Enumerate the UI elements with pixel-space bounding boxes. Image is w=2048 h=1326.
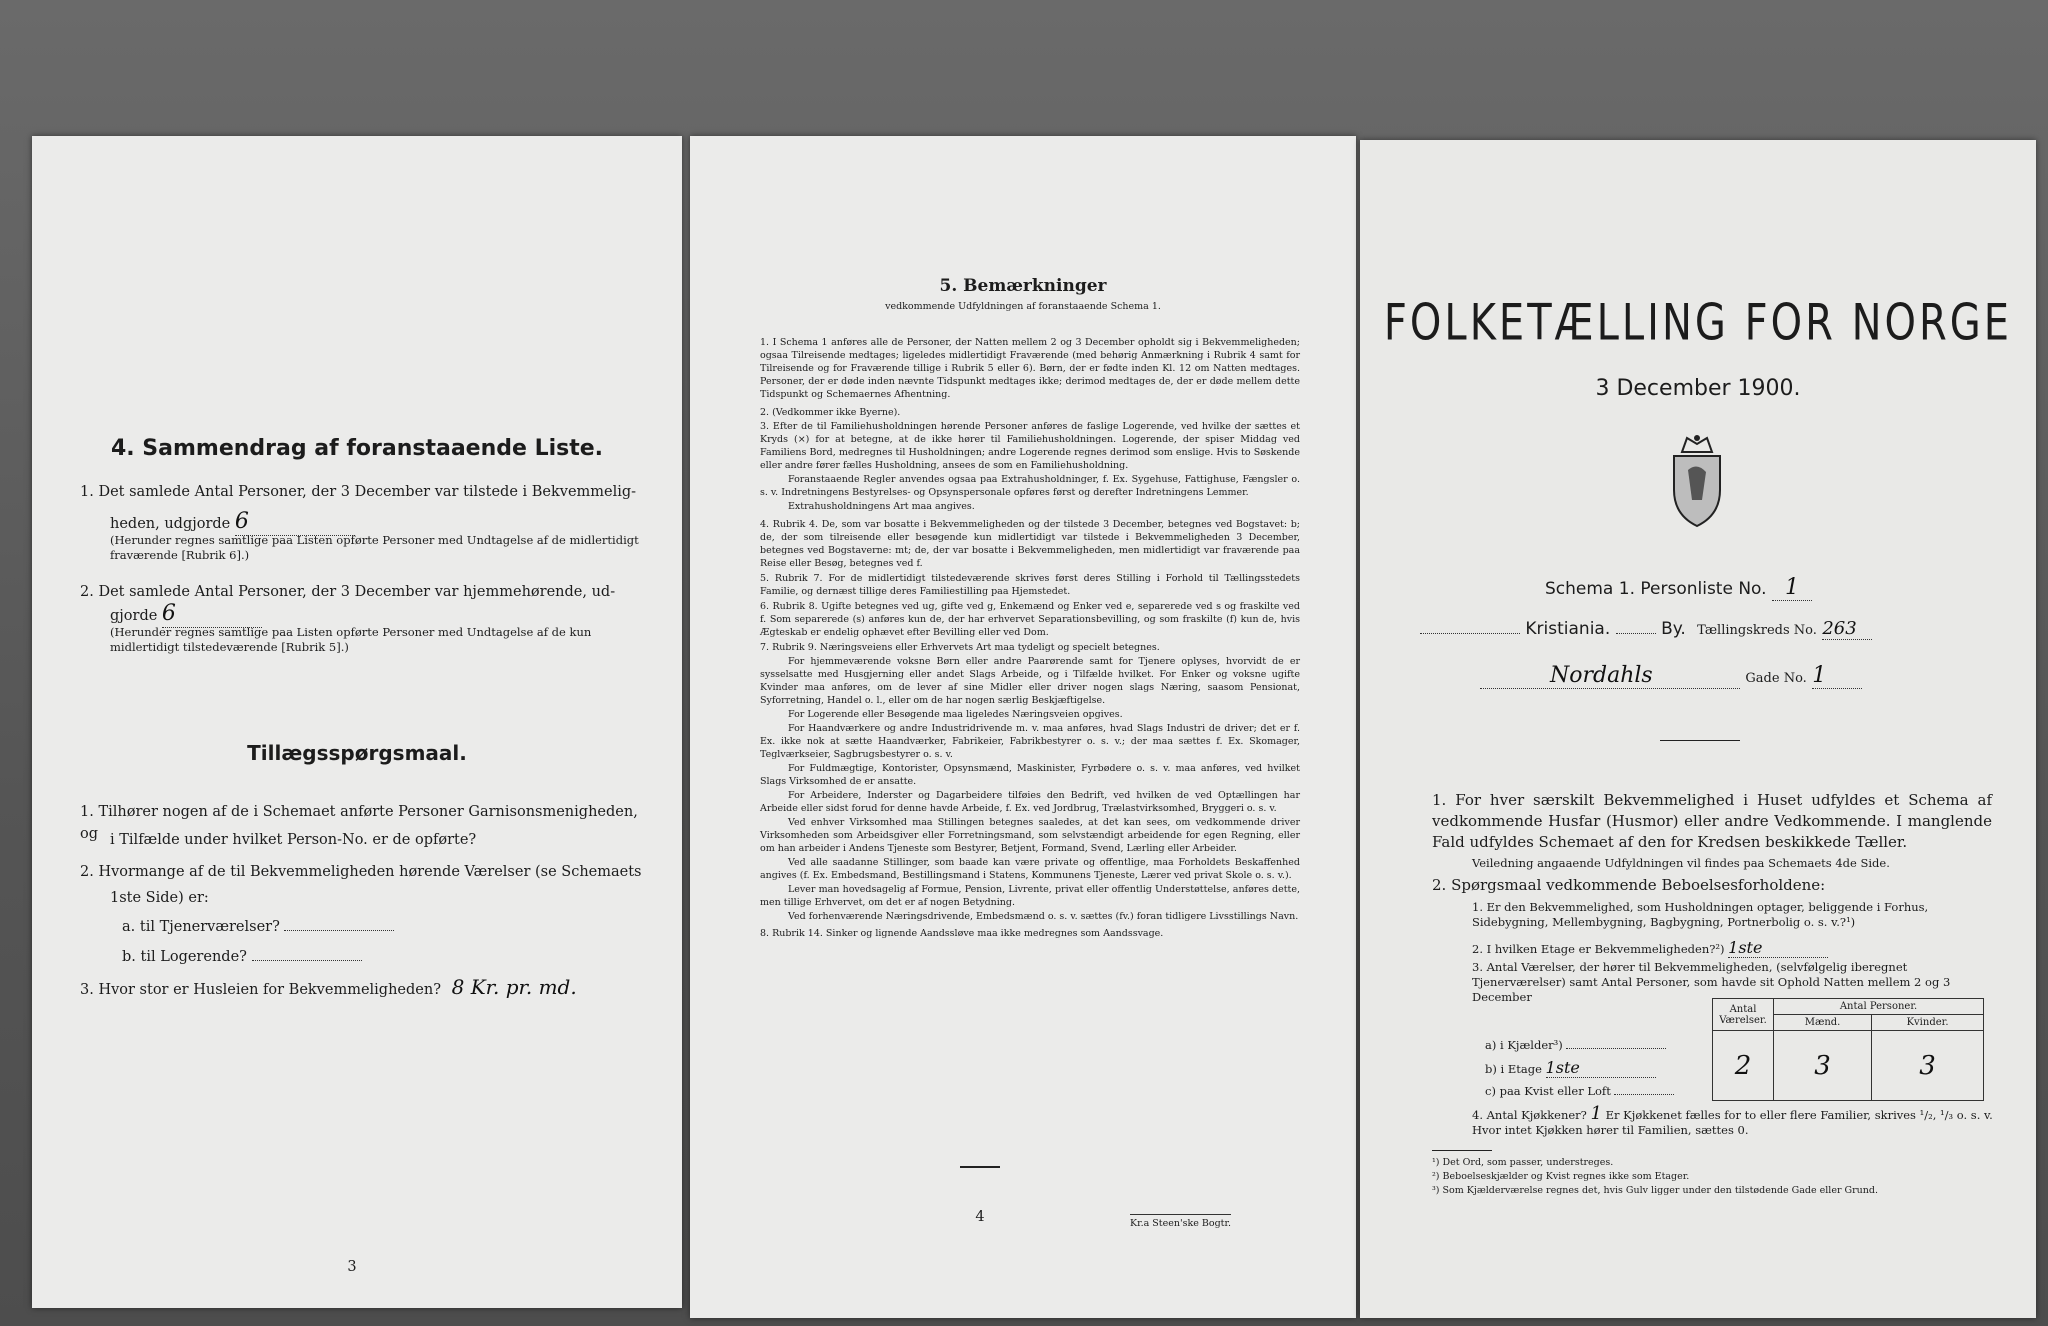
remark-paragraph: 3. Efter de til Familiehusholdningen hørende Personer anføres de faslige Logerende, ved hvilke der sættes et Kryds (×) for at betegne, at de ikke hører til Familiehusholdningen. Logerende, der spiser Middag ved Familiens Bord, medregnes til Husholdningen; andre Logerende regnes derimod som enslige. Hvis to Søskende eller andre fører fælles Husholdning, ansees de som en Familiehusholdning. bbox=[760, 421, 1300, 471]
gade-label: Gade No. bbox=[1745, 671, 1807, 686]
row-a bbox=[1485, 1038, 1666, 1053]
street-name: Nordahls bbox=[1550, 663, 1653, 688]
q3 bbox=[80, 976, 577, 1001]
q1-line1: 1. Tilhører nogen af de i Schemaet anførte Personer Garnisonsmenigheden, og bbox=[80, 804, 638, 842]
right-page bbox=[1360, 140, 2036, 1318]
item1-note: (Herunder regnes samtlige paa Listen opførte Personer med Undtagelse af de midlertidigt fraværende [Rubrik 6].) bbox=[110, 533, 639, 562]
page-number-3: 3 bbox=[347, 1259, 357, 1275]
q2-line2: 1ste Side) er: bbox=[110, 890, 209, 906]
q2-line1: 2. Hvormange af de til Bekvemmeligheden hørende Værelser (se Schemaets bbox=[80, 864, 642, 880]
middle-page bbox=[690, 136, 1356, 1318]
remark-paragraph: 6. Rubrik 8. Ugifte betegnes ved ug, gifte ved g, Enkemænd og Enker ved e, separerede ved s og fraskilte ved f. Som separerede (s) anføres kun de, der har erhvervet Separationsbevilling, og som fraskilte (f) kun de, hvis Ægteskab er endelig ophævet efter Bevilling eller ved Dom. bbox=[760, 601, 1300, 638]
remark-paragraph: 8. Rubrik 14. Sinker og lignende Aandssløve maa ikke medregnes som Aandssvage. bbox=[760, 928, 1164, 939]
q2a-label: a. til Tjenerværelser? bbox=[122, 919, 280, 935]
remark-paragraph: 5. Rubrik 7. For de midlertidigt tilstedeværende skrives først deres Stilling i Forhold til Tællingsstedets Familie, og dernæst tillige deres Familiestilling paa Hjemstedet. bbox=[760, 573, 1300, 597]
remark-paragraph: Ved enhver Virksomhed maa Stillingen betegnes saaledes, at det kan sees, om vedkommende driver Virksomheden som Arbeidsgiver eller Forretningsmand, som selvstændigt arbeidende for egen Regning, eller om han arbeider i Andens Tjeneste som Bestyrer, Betjent, Formand, Svend, Lærling eller Arbeider. bbox=[760, 817, 1300, 854]
row-a-label: a) i Kjælder³) bbox=[1485, 1038, 1563, 1052]
question-1: 1. Er den Bekvemmelighed, som Husholdningen optager, beliggende i Forhus, Sidebygning, Mellembygning, Bagbygning, Portnerbolig o. s. v.?¹) bbox=[1472, 900, 1929, 929]
q3-label: 3. Hvor stor er Husleien for Bekvemmeligheden? bbox=[80, 982, 441, 998]
q2b-field bbox=[252, 960, 362, 961]
row-c bbox=[1485, 1084, 1674, 1099]
remark-paragraph: Ved forhenværende Næringsdrivende, Embedsmænd o. s. v. sættes (fv.) foran tidligere Livsstillings Navn. bbox=[788, 911, 1299, 922]
row-b-field bbox=[1546, 1060, 1656, 1078]
women-value: 3 bbox=[1872, 1031, 1984, 1101]
head-rooms: Antal Værelser. bbox=[1713, 999, 1774, 1031]
remark-paragraph: For Logerende eller Besøgende maa ligeledes Næringsveien opgives. bbox=[788, 709, 1123, 720]
divider-rule bbox=[1660, 740, 1740, 741]
remark-paragraph: For hjemmeværende voksne Børn eller andre Paarørende samt for Tjenere oplyses, hvorvidt de er sysselsatte med Husgjerning eller andet Slags Arbeide, og i Tilfælde hvilket. For Enker og voksne ugifte Kvinder maa anføres, om de lever af sine Midler eller driver nogen slags Næring, saasom Pensionat, Syforretning, Handel o. l., eller om de har nogen særlig Beskjæftigelse. bbox=[760, 656, 1300, 706]
counts-table bbox=[1712, 998, 1984, 1101]
remark-paragraph: Foranstaaende Regler anvendes ogsaa paa Extrahusholdninger, f. Ex. Sygehuse, Fattighuse, Fængsler o. s. v. Indretningens Bestyrelses- og Opsynspersonale opføres først og derefter Indretningens Lemmer. bbox=[760, 474, 1300, 498]
remark-paragraph: 1. I Schema 1 anføres alle de Personer, der Natten mellem 2 og 3 December opholdt sig i Bekvemmeligheden; ogsaa Tilreisende medtages; ligeledes midlertidigt Fraværende (med behørig Anmærkning i Rubrik 4 samt for Tilreisende og for Fraværende tillige i Rubrik 5 eller 6). Børn, der er fødte inden Kl. 12 om Natten medtages. Personer, der er døde inden nævnte Tidspunkt medtages ikke; derimod medtages de, der er døde mellem dette Tidspunkt og Schemaernes Afhentning. bbox=[760, 337, 1300, 400]
etage-value: 1ste bbox=[1728, 938, 1763, 957]
left-page bbox=[32, 136, 682, 1308]
row-c-label: c) paa Kvist eller Loft bbox=[1485, 1084, 1611, 1098]
item2-label: gjorde bbox=[110, 608, 158, 624]
kreds-field bbox=[1822, 618, 1872, 640]
remark-paragraph: For Fuldmægtige, Kontorister, Opsynsmænd, Maskinister, Fyrbødere o. s. v. maa anføres, ved hvilket Slags Virksomhed de er ansatte. bbox=[760, 763, 1300, 787]
head-men: Mænd. bbox=[1774, 1015, 1872, 1031]
kreds-label: Tællingskreds No. bbox=[1697, 623, 1817, 638]
question-2-label: 2. I hvilken Etage er Bekvemmeligheden?²) bbox=[1472, 942, 1725, 956]
instruction-1-note: Veiledning angaaende Udfyldningen vil findes paa Schemaets 4de Side. bbox=[1472, 856, 1890, 870]
schema-line bbox=[1545, 575, 1812, 601]
q2b bbox=[122, 946, 362, 968]
gade-field bbox=[1812, 663, 1862, 689]
row-a-field bbox=[1566, 1048, 1666, 1049]
remark-paragraph: 7. Rubrik 9. Næringsveiens eller Erhvervets Art maa tydeligt og specielt betegnes. bbox=[760, 642, 1160, 653]
item1-line1: 1. Det samlede Antal Personer, der 3 December var tilstede i Bekvemmelig- bbox=[80, 484, 637, 500]
question-4 bbox=[1472, 1103, 1997, 1138]
remark-paragraph: Ved alle saadanne Stillinger, som baade kan være private og offentlige, maa Forholdets Beskaffenhed angives (f. Ex. Embedsmand, Bestillingsmand i Statens, Kommunens Tjeneste, Lærer ved privat Skole o. s. v.). bbox=[760, 857, 1300, 881]
question-3: 3. Antal Værelser, der hører til Bekvemmeligheden, (selvfølgelig iberegnet Tjenerværelser) samt Antal Personer, som havde sit Ophold Natten mellem 2 og 3 December bbox=[1472, 960, 1951, 1004]
q1-line2: i Tilfælde under hvilket Person-No. er de opførte? bbox=[110, 832, 477, 848]
q2a-field bbox=[284, 930, 394, 931]
question-4-label: 4. Antal Kjøkkener? bbox=[1472, 1108, 1587, 1122]
q2a bbox=[122, 916, 394, 938]
city-name: Kristiania. bbox=[1525, 619, 1611, 639]
item2-line1: 2. Det samlede Antal Personer, der 3 December var hjemmehørende, ud- bbox=[80, 584, 616, 600]
men-value: 3 bbox=[1774, 1031, 1872, 1101]
q2b-label: b. til Logerende? bbox=[122, 949, 247, 965]
row-c-field bbox=[1614, 1094, 1674, 1095]
kreds-no: 263 bbox=[1822, 618, 1857, 639]
personliste-field bbox=[1772, 575, 1812, 601]
remark-paragraph: Lever man hovedsagelig af Formue, Pension, Livrente, privat eller offentlig Understøttelse, anføres dette, men tillige Erhvervet, om det er af nogen Betydning. bbox=[760, 884, 1300, 908]
main-title: FOLKETÆLLING FOR NORGE bbox=[1383, 294, 2013, 352]
rooms-value: 2 bbox=[1713, 1031, 1774, 1101]
page-number-4: 4 bbox=[975, 1209, 985, 1225]
q3-value: 8 Kr. pr. md. bbox=[451, 975, 577, 999]
section4-title: 4. Sammendrag af foranstaaende Liste. bbox=[110, 436, 604, 461]
question-2 bbox=[1472, 940, 1997, 958]
schema-label: Schema 1. Personliste No. bbox=[1545, 579, 1767, 599]
row-b bbox=[1485, 1060, 1656, 1078]
location-line bbox=[1420, 618, 2000, 640]
city-field bbox=[1616, 633, 1656, 634]
remark-paragraph: 2. (Vedkommer ikke Byerne). bbox=[760, 407, 901, 418]
section5-title: 5. Bemærkninger bbox=[939, 276, 1107, 296]
etage-field bbox=[1728, 940, 1828, 958]
street-line bbox=[1480, 663, 1980, 689]
footnote-2: ²) Beboelseskjælder og Kvist regnes ikke som Etager. bbox=[1432, 1171, 1690, 1182]
footnote-1: ¹) Det Ord, som passer, understreges. bbox=[1432, 1157, 1614, 1168]
remarks-list bbox=[760, 336, 1300, 940]
instruction-2: 2. Spørgsmaal vedkommende Beboelsesforholdene: bbox=[1432, 876, 1826, 894]
row-b-value: 1ste bbox=[1545, 1058, 1580, 1077]
head-persons: Antal Personer. bbox=[1774, 999, 1984, 1015]
question-4-note: Er Kjøkkenet fælles for to eller flere Familier, skrives ¹/₂, ¹/₃ o. s. v. Hvor intet Kjøkken hører til Familien, sættes 0. bbox=[1472, 1108, 1993, 1137]
street-field bbox=[1480, 663, 1740, 689]
by-label: By. bbox=[1661, 619, 1686, 639]
item1-label: heden, udgjorde bbox=[110, 516, 231, 532]
kitchen-value: 1 bbox=[1590, 1103, 1602, 1124]
divider-rule bbox=[960, 1166, 1000, 1168]
instruction-1: 1. For hver særskilt Bekvemmelighed i Huset udfyldes et Schema af vedkommende Husfar (Husmor) eller andre Vedkommende. I manglende Fald udfyldes Schemaet af den for Kredsen beskikkede Tæller. bbox=[1432, 791, 1992, 851]
item2-value: 6 bbox=[161, 601, 176, 626]
remark-paragraph: For Haandværkere og andre Industridrivende m. v. maa anføres, hvad Slags Industri de driver; det er f. Ex. ikke nok at sætte Haandværker, Fabrikeier, Fabrikbestyrer o. s. v.; der maa sættes f. Ex. Skomager, Teglværkseier, Sagbrugsbestyrer o. s. v. bbox=[760, 723, 1300, 760]
remark-paragraph: 4. Rubrik 4. De, som var bosatte i Bekvemmeligheden og der tilstede 3 December, betegnes ved Bogstavet: b; de, der som tilreisende eller besøgende kun midlertidigt var tilstede i Bekvemmeligheden 3 December, betegnes ved Bogstaverne: mt; de, der var bosatte i Bekvemmeligheden, men midlertidigt var fraværende paa Reise eller Besøg, betegnes ved f. bbox=[760, 519, 1300, 569]
personliste-no: 1 bbox=[1784, 575, 1799, 600]
gade-no: 1 bbox=[1812, 663, 1827, 688]
census-date: 3 December 1900. bbox=[1595, 376, 1801, 401]
head-women: Kvinder. bbox=[1872, 1015, 1984, 1031]
item2-note: (Herunder regnes samtlige paa Listen opførte Personer med Undtagelse af de kun midlertidigt tilstedeværende [Rubrik 5].) bbox=[110, 625, 592, 654]
tillaeg-title: Tillægsspørgsmaal. bbox=[247, 741, 467, 765]
city-leader bbox=[1420, 633, 1520, 634]
section5-subtitle: vedkommende Udfyldningen af foranstaaende Schema 1. bbox=[885, 301, 1161, 312]
footnote-rule bbox=[1432, 1150, 1492, 1151]
remark-paragraph: Extrahusholdningens Art maa angives. bbox=[788, 501, 975, 512]
footnote-3: ³) Som Kjælderværelse regnes det, hvis Gulv ligger under den tilstødende Gade eller Grund. bbox=[1432, 1185, 1878, 1196]
row-b-label: b) i Etage bbox=[1485, 1062, 1542, 1076]
remark-paragraph: For Arbeidere, Inderster og Dagarbeidere tilføies den Bedrift, ved hvilken de ved Optællingen har Arbeide eller sidst forud for denne havde Arbeide, f. Ex. ved Jordbrug, Trælastvirksomhed, Bryggeri o. s. v. bbox=[760, 790, 1300, 814]
item1-value: 6 bbox=[234, 509, 249, 534]
coat-of-arms-icon bbox=[1662, 430, 1732, 530]
printer-mark: Kr.a Steen'ske Bogtr. bbox=[1130, 1214, 1231, 1230]
